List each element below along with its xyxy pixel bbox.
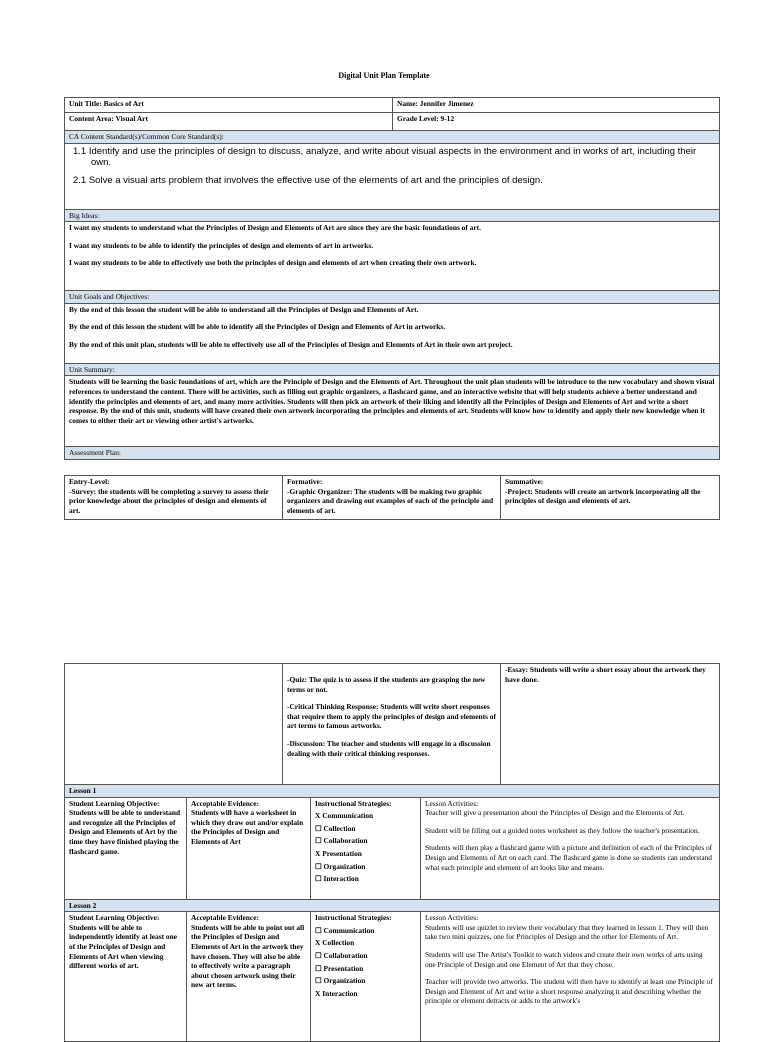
big-idea-item: I want my students to understand what the Principles of Design and Elements of Art are since they are the basic foundations of art. [69,223,481,233]
entry-level-cont-cell [65,664,283,786]
teacher-name: Name: Jennifer Jimenez [393,98,720,113]
strategy-item [315,874,416,884]
strategy-mark: ☐ [315,950,322,960]
evidence-text: Students will be able to point out all the Principles of Design and Elements of Art in the artwork they have chosen. They will also be able to effectively write a paragraph about chosen artwork using their new art terms. [191,922,305,990]
strategy-label: Collection [323,823,356,833]
activity-item: Teacher will provide two artworks. The student will then have to identify at least one Principle of Design and Element of Art and write a short response analyzing it and describing whether the principle or element detracts or adds to the artwork's [425,977,713,1006]
goal-item: By the end of this lesson the student will be able to understand all the Principles of Design and Elements of Art. [69,304,419,314]
lesson2-header: Lesson 2 [65,899,720,912]
lesson2-objective [65,912,187,1042]
lesson2-strategies [311,912,421,1042]
strategies-label: Instructional Strategies: [315,798,392,808]
big-idea-item: I want my students to be able to effectively use both the principles of design and elements of art when creating their own artwork. [69,258,477,268]
strategy-item [315,849,416,859]
content-area: Content Area: Visual Art [65,113,393,131]
strategy-item [315,862,416,872]
standard-item: 1.1 Identify and use the principles of design to discuss, analyze, and write about visual aspects in the environment and in works of art, including their own. [73,145,697,169]
grade-level: Grade Level: 9-12 [393,113,720,131]
objective-label: Student Learning Objective: [69,913,160,923]
strategy-label: Presentation [323,963,364,973]
strategy-label: Presentation [322,848,362,858]
entry-level-cell [65,476,283,520]
strategy-mark: X [315,988,321,998]
goals-header: Unit Goals and Objectives: [65,291,720,304]
summative-cell [501,476,720,520]
formative-item: -Quiz: The quiz is to assess if the students are grasping the new terms or not. [287,675,486,694]
strategy-mark: ☐ [315,823,322,833]
strategy-item [315,989,416,999]
objective-text: Students will be able to understand and recognize all the Principles of Design and Elements of Art by the time they have finished playing the flashcard game. [69,808,181,856]
evidence-label: Acceptable Evidence: [191,913,259,923]
lesson1-objective [65,797,187,899]
unit-title: Unit Title: Basics of Art [65,98,393,113]
document-title: Digital Unit Plan Template [338,71,430,80]
strategy-label: Collaboration [323,836,368,846]
activity-item: Teacher will give a presentation about the Principles of Design and the Elements of Art. [425,808,685,818]
strategy-mark: X [315,938,321,948]
strategy-mark: ☐ [315,836,322,846]
entry-level-title: Entry-Level: [69,477,110,486]
standard-item: 2.1 Solve a visual arts problem that involves the effective use of the elements of art and the principles of design. [73,174,543,186]
strategy-item [315,964,416,974]
strategy-item [315,976,416,986]
strategy-label: Interaction [323,874,359,884]
lesson1-strategies [311,797,421,899]
lesson2-evidence [187,912,311,1042]
strategy-item [315,926,416,936]
lesson1-evidence [187,797,311,899]
lesson1-header: Lesson 1 [65,785,720,798]
strategy-label: Communication [323,925,375,935]
evidence-text: Students will have a worksheet in which they draw out and/or explain the Principles of Design and Elements of Art [191,808,304,846]
formative-text: -Graphic Organizer: The students will be making two graphic organizers and drawing out examples of each of the principle and elements of art. [287,486,494,515]
evidence-label: Acceptable Evidence: [191,798,259,808]
strategy-mark: ☐ [315,861,322,871]
goals-list [65,303,720,363]
strategy-label: Collection [322,938,355,948]
summary-header: Unit Summary: [65,363,720,376]
unit-summary: Students will be learning the basic foundations of art, which are the Principle of Design and the Elements of Art. Throughout the unit plan students will be introduce to the new vocabulary and shown visual references to understand the content. There will be activities, such as filling out graphic organizers, a flashcard game, and an interactive website that will help students achieve a better understand and identify the principles and elements of art, and many more activities. Students will then pick an artwork of their liking and identify all the Principles of Design and Elements of Art and write a short response. By the end of this unit, students will have created their own artwork incorporating the principles and elements of art. Students will know how to identify and apply their new knowledge when it comes to either their art or viewing other artist's artworks. [65,376,720,447]
strategy-label: Collaboration [323,950,368,960]
strategy-item [315,811,416,821]
formative-cont-cell [283,664,501,786]
formative-item: -Critical Thinking Response: Students will write short responses that require them to apply the principles of design and elements of art terms to famous artworks. [287,702,496,731]
goal-item: By the end of this unit plan, students will be able to effectively use all of the Principles of Design and Elements of Art in their own art project. [69,339,513,349]
goal-item: By the end of this lesson the student will be able to identify all the Principles of Design and Elements of Art in artworks. [69,322,446,332]
unit-plan-table [64,97,720,460]
assessment-header: Assessment Plan: [65,447,720,460]
lesson2-activities [421,912,720,1042]
strategy-mark: X [315,848,321,858]
activity-item: Student will be filling out a guided notes worksheet as they follow the teacher's presentation. [425,825,700,835]
objective-text: Students will be able to independently identify at least one of the Principles of Design and Elements of Art when viewing different works of art. [69,922,177,971]
strategy-mark: ☐ [315,976,322,986]
strategies-label: Instructional Strategies: [315,913,392,923]
lesson1-activities [421,797,720,899]
formative-title: Formative: [287,477,323,486]
strategy-item [315,951,416,961]
strategy-item [315,938,416,948]
activity-item: Students will use The Artist's Toolkit to watch videos and create their own works of arts using one Principle of Design and one Element of Art that they chose. [425,949,703,969]
strategy-label: Interaction [322,988,358,998]
objective-label: Student Learning Objective: [69,798,160,808]
activities-label: Lesson Activities: [425,798,479,808]
formative-item: -Discussion: The teacher and students will engage in a discussion dealing with their critical thinking responses. [287,738,491,758]
strategy-item [315,836,416,846]
strategy-mark: ☐ [315,874,322,884]
standards-list [65,143,720,209]
lessons-table [64,784,720,1042]
strategy-label: Organization [323,861,366,871]
standards-header: CA Content Standard(s)/Common Core Standard(s): [65,131,720,144]
activity-item: Students will then play a flashcard game with a picture and definition of each of the Principles of Design and Elements of Art on each card. The flashcard game is done so students can understand what each principle and element of art looks like and means. [425,843,713,872]
strategy-mark: X [315,811,321,821]
strategy-label: Communication [322,811,374,821]
formative-cell [283,476,501,520]
big-ideas-list [65,222,720,291]
entry-level-text: -Survey: the students will be completing a survey to assess their prior knowledge about the principles of design and elements of art. [69,486,269,515]
big-idea-item: I want my students to be able to identify the principles of design and elements of art in artworks. [69,240,374,250]
summative-cont-cell: -Essay: Students will write a short essay about the artwork they have done. [501,664,720,786]
assessment-table [64,475,720,520]
strategy-label: Organization [323,976,366,986]
assessment-continued-table [64,663,720,786]
activities-label: Lesson Activities: [425,913,479,923]
strategy-mark: ☐ [315,925,322,935]
strategy-item [315,824,416,834]
big-ideas-header: Big Ideas: [65,209,720,222]
summative-text: -Project: Students will create an artwork incorporating all the principles of design and elements of art. [505,486,701,506]
activity-item: Students will use quizlet to review their vocabulary that they learned in lesson 1. They will then take two mini quizzes, one for Principles of Design and the other for Elements of Art. [425,922,709,942]
strategy-mark: ☐ [315,963,322,973]
summative-title: Summative: [505,477,544,486]
